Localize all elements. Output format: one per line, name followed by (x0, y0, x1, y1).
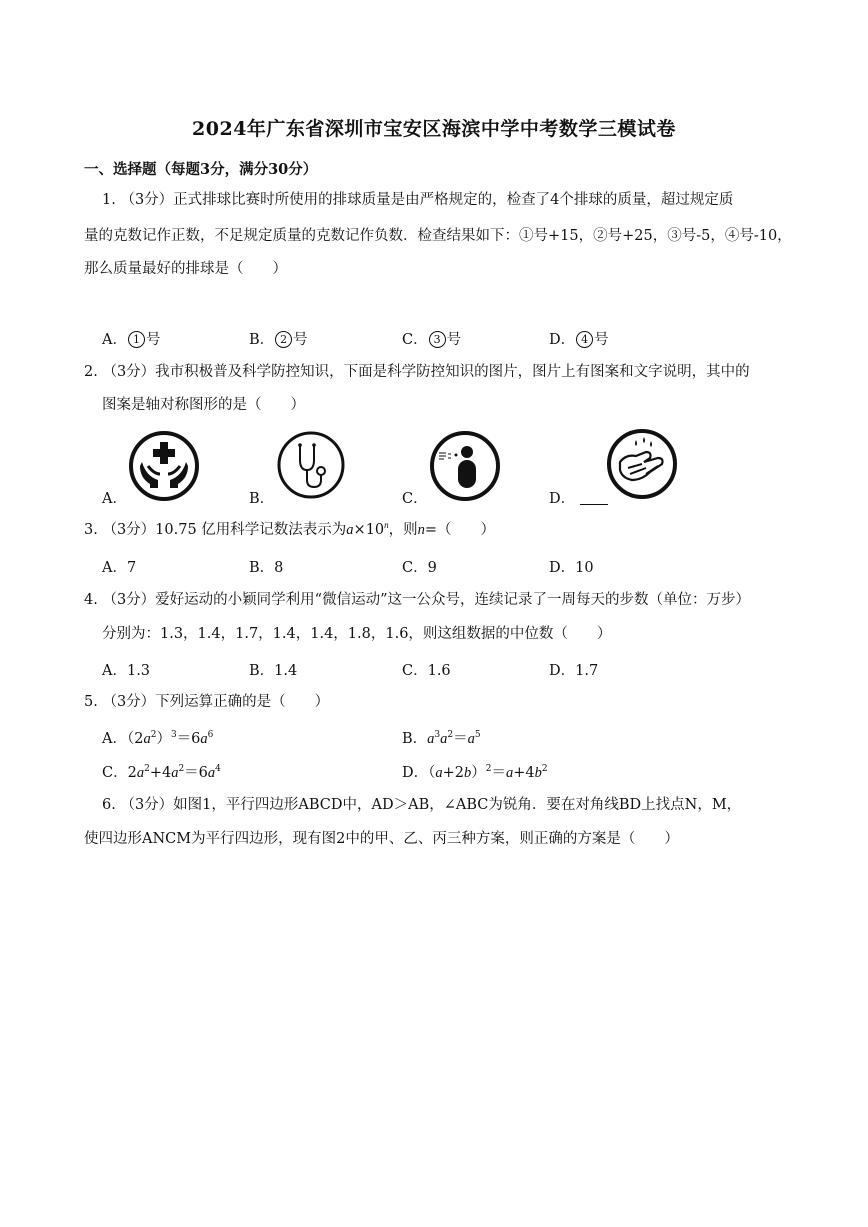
option-a[interactable]: A．$(2a^2)^3=6a^6$ (102, 730, 214, 747)
option-c[interactable]: C． 3 号 (402, 332, 462, 348)
option-b[interactable]: B． (249, 491, 275, 507)
option-d[interactable]: D． 4 号 (549, 332, 609, 348)
option-d[interactable]: D．1.7 (549, 663, 599, 679)
option-c[interactable]: C． (402, 491, 428, 507)
answer-blank (580, 492, 608, 505)
option-b[interactable]: B．1.4 (249, 663, 298, 679)
circled-number: 4 (576, 331, 593, 348)
option-c[interactable]: C．$2a^2+4a^2=6a^4$ (102, 764, 221, 781)
section-heading: 一、选择题（每题3分，满分30分） (84, 161, 318, 178)
question-2-line-1: 2. （3分）我市积极普及科学防控知识，下面是科学防控知识的图片，图片上有图案和文字说明，其中的 (84, 364, 750, 380)
option-a[interactable]: A． (102, 491, 127, 507)
option-b[interactable]: B．8 (249, 560, 284, 576)
hands-cross-icon[interactable] (128, 430, 200, 502)
circled-number: 2 (275, 331, 292, 348)
option-b[interactable]: B． 2 号 (249, 332, 308, 348)
question-1-line-1: 1. （3分）正式排球比赛时所使用的排球质量是由严格规定的，检查了4个排球的质量，超过规定质 (102, 192, 734, 208)
question-4-line-2: 分别为：1.3，1.4，1.7，1.4，1.4，1.8，1.6，则这组数据的中位数（ ） (102, 626, 612, 642)
stethoscope-icon[interactable] (276, 430, 346, 500)
circled-number: 3 (429, 331, 446, 348)
option-d[interactable]: D．10 (549, 560, 594, 576)
option-a[interactable]: A． 1 号 (102, 332, 161, 348)
cough-person-icon[interactable] (429, 430, 501, 502)
option-c[interactable]: C．1.6 (402, 663, 451, 679)
option-a[interactable]: A．7 (102, 560, 137, 576)
question-6-line-1: 6. （3分）如图1，平行四边形ABCD中，AD＞AB，∠ABC为锐角．要在对角线BD上找点N，M， (102, 797, 742, 813)
question-6-line-2: 使四边形ANCM为平行四边形，现有图2中的甲、乙、丙三种方案，则正确的方案是（ ） (84, 831, 679, 847)
page-title: 2024年广东省深圳市宝安区海滨中学中考数学三模试卷 (192, 118, 676, 140)
option-b[interactable]: B．$a^3a^2=a^5$ (402, 730, 481, 747)
option-d[interactable]: D． (549, 487, 608, 508)
question-2-line-2: 图案是轴对称图形的是（ ） (102, 397, 305, 413)
question-1-line-3: 那么质量最好的排球是（ ） (84, 261, 287, 277)
option-c[interactable]: C．9 (402, 560, 437, 576)
option-a[interactable]: A．1.3 (102, 663, 151, 679)
hand-washing-icon[interactable] (606, 428, 678, 500)
option-d[interactable]: D．$(a+2b)^2=a+4b^2$ (402, 764, 548, 781)
question-3-stem: 3. （3分）10.75 亿用科学记数法表示为$a\times 10^n$，则n=（ ） (84, 520, 496, 538)
question-1-line-2: 量的克数记作正数，不足规定质量的克数记作负数．检查结果如下：①号+15，②号+25，③号-5，④号-10， (84, 228, 792, 244)
question-4-line-1: 4. （3分）爱好运动的小颖同学利用“微信运动”这一公众号，连续记录了一周每天的步数（单位：万步） (84, 592, 750, 608)
circled-number: 1 (128, 331, 145, 348)
question-5-stem: 5. （3分）下列运算正确的是（ ） (84, 694, 330, 710)
